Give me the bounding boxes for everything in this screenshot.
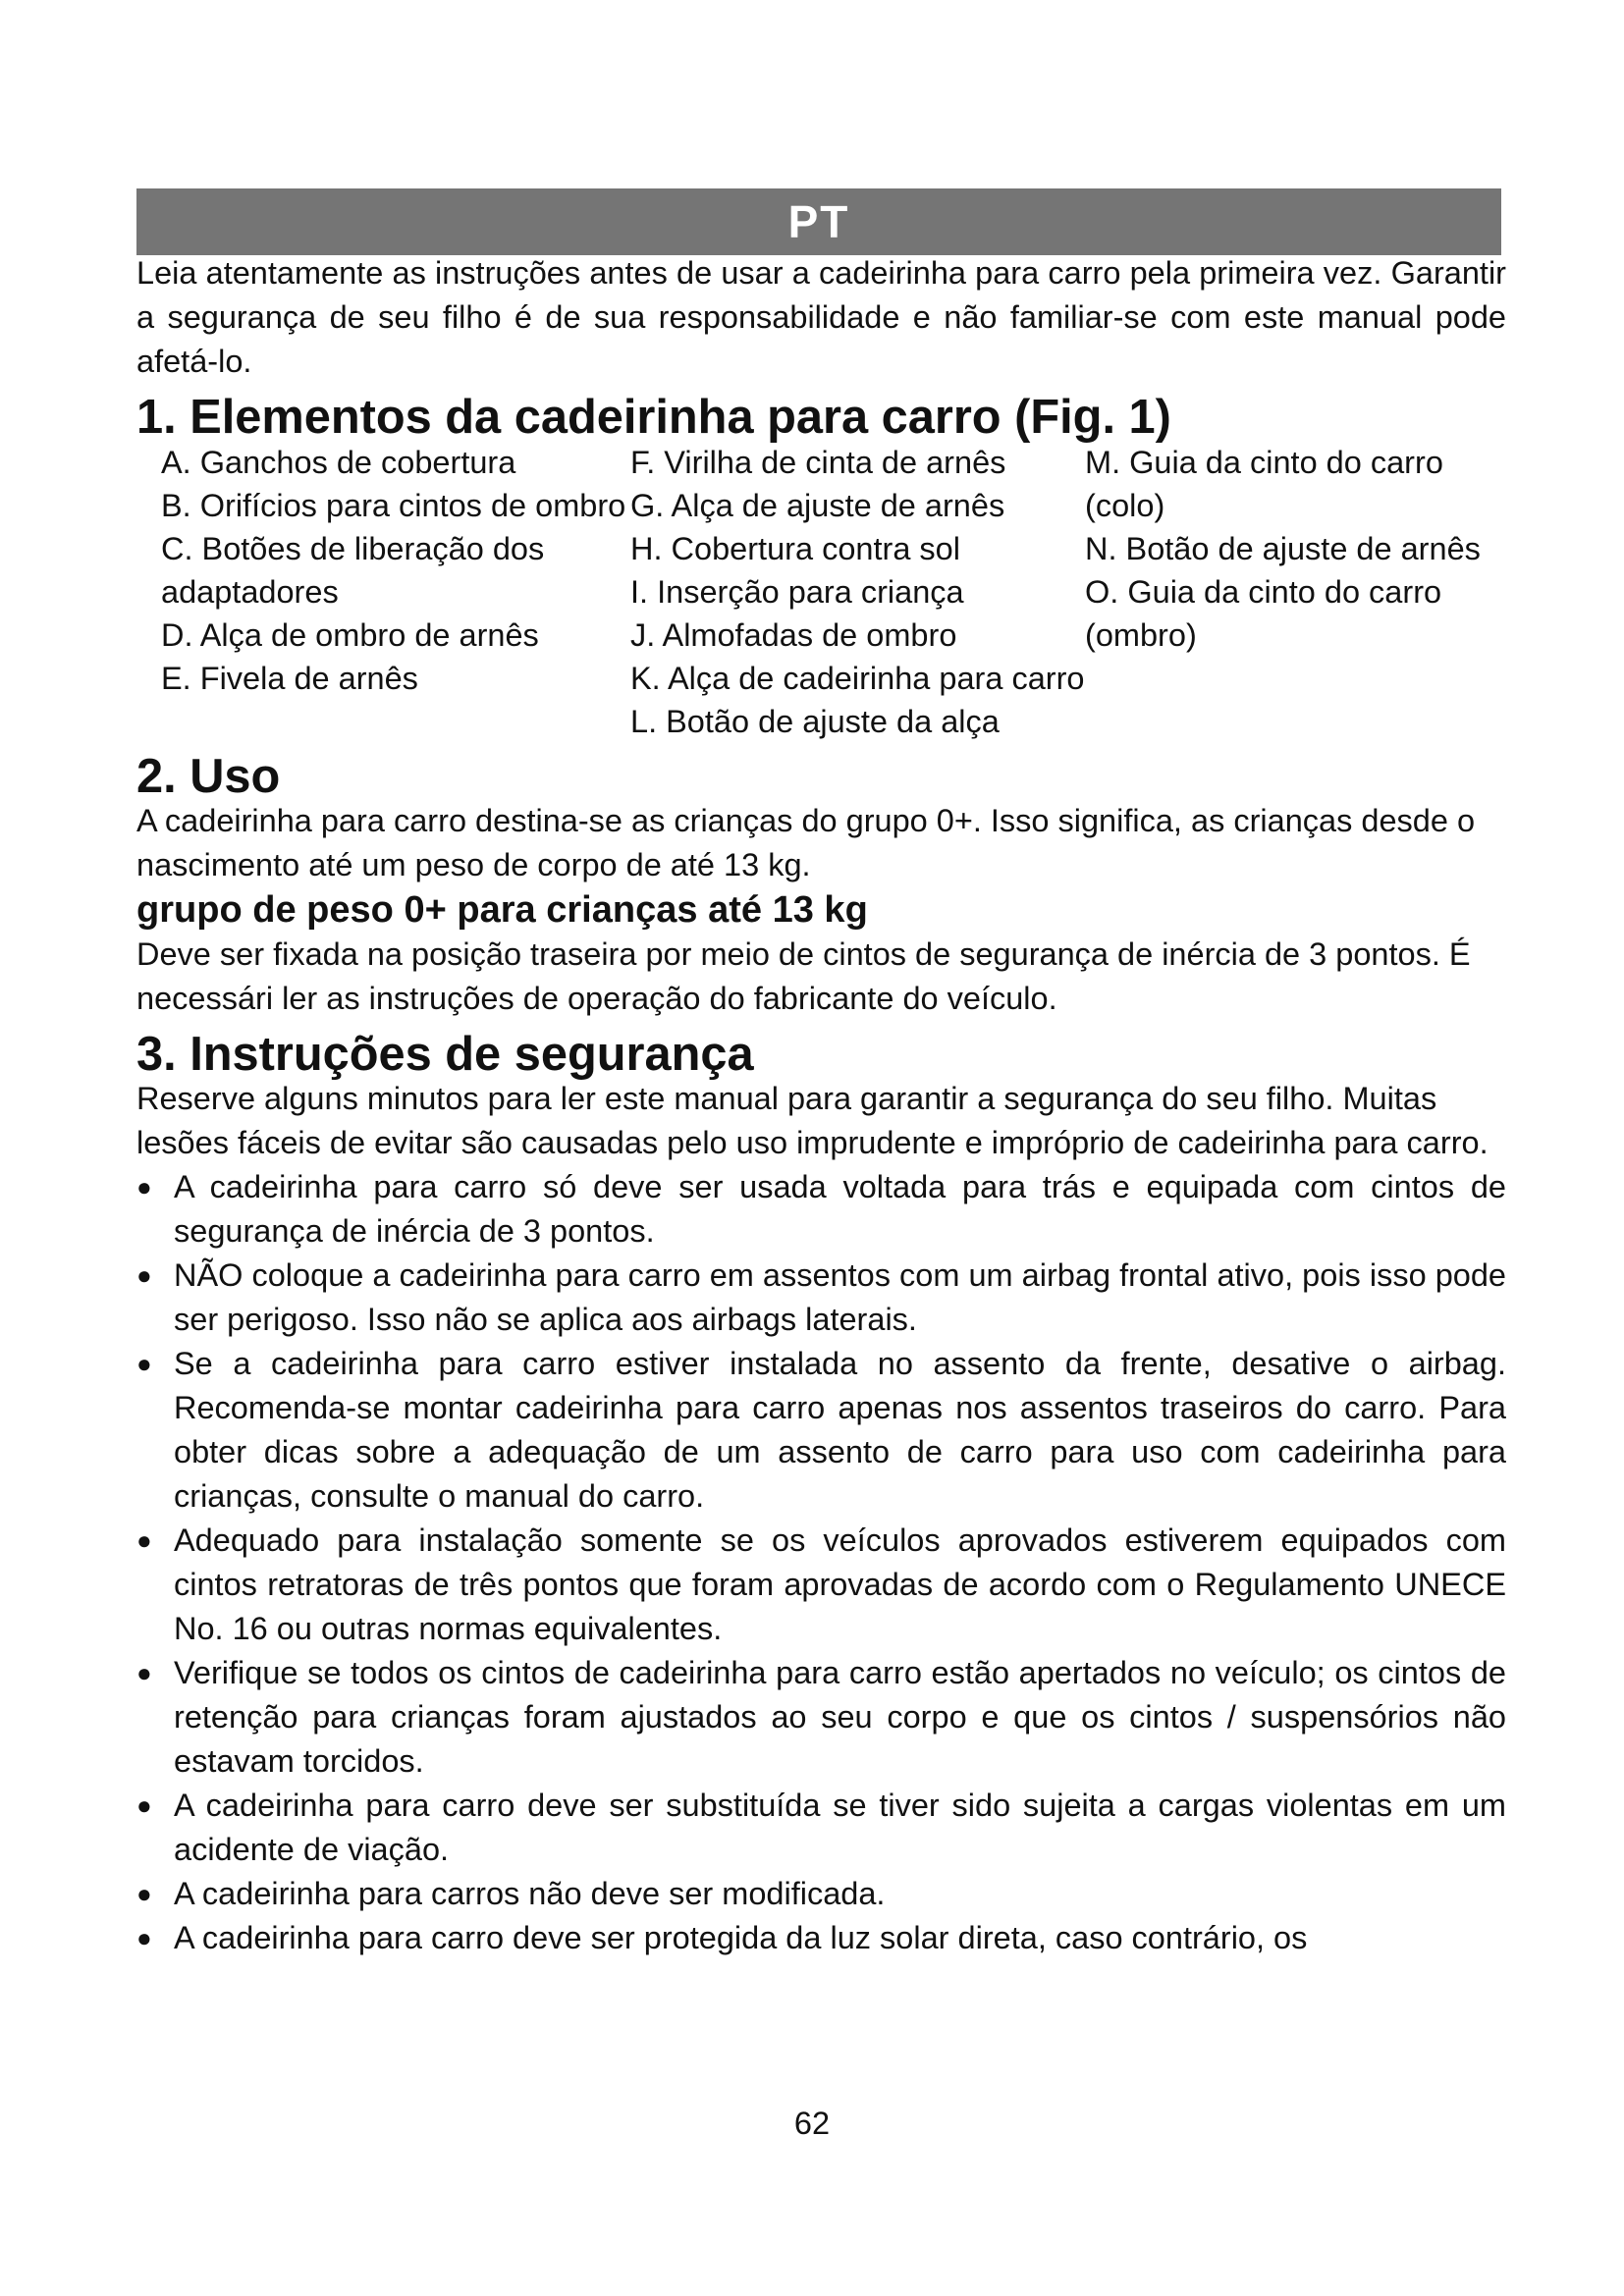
bullet-text: Adequado para instalação somente se os veículos aprovados estiverem equipados com cintos retratoras de três pontos que foram aprovadas de acordo com o Regulamento UNECE No. 16 ou outras normas equivalentes. bbox=[174, 1522, 1506, 1646]
list-item bbox=[136, 1342, 1506, 1519]
bullet-icon: ● bbox=[136, 1879, 152, 1908]
bullet-icon: ● bbox=[136, 1349, 152, 1378]
page-number: 62 bbox=[793, 2106, 831, 2141]
bullet-text: Se a cadeirinha para carro estiver instalada no assento da frente, desative o airbag. Recomenda-se montar cadeirinha para carro apenas nos assentos traseiros do carro. Para obter dicas sobre a adequação de um assento de carro para uso com cadeirinha para crianças, consulte o manual do carro. bbox=[174, 1346, 1506, 1514]
bullet-icon: ● bbox=[136, 1260, 152, 1290]
language-header-bar bbox=[136, 188, 1501, 255]
element-item: N. Botão de ajuste de arnês bbox=[1085, 531, 1481, 566]
element-item: L. Botão de ajuste da alça bbox=[630, 704, 1000, 739]
element-item: F. Virilha de cinta de arnês bbox=[630, 445, 1006, 480]
element-item: B. Orifícios para cintos de ombro bbox=[161, 488, 626, 523]
elements-column-2 bbox=[630, 441, 1085, 743]
weight-group-heading: grupo de peso 0+ para crianças até 13 kg bbox=[136, 889, 868, 931]
bullet-text: A cadeirinha para carro só deve ser usada voltada para trás e equipada com cintos de segurança de inércia de 3 pontos. bbox=[174, 1169, 1506, 1249]
element-item: H. Cobertura contra sol bbox=[630, 531, 960, 566]
list-item bbox=[136, 1916, 1506, 1960]
weight-group-paragraph: Deve ser fixada na posição traseira por meio de cintos de segurança de inércia de 3 pontos. É necessári ler as instruções de operação do fabricante do veículo. bbox=[136, 936, 1471, 1016]
list-item bbox=[136, 1872, 1506, 1916]
list-item bbox=[136, 1165, 1506, 1254]
element-item: K. Alça de cadeirinha para carro bbox=[630, 661, 1085, 696]
bullet-icon: ● bbox=[136, 1923, 152, 1952]
safety-intro-paragraph: Reserve alguns minutos para ler este manual para garantir a segurança do seu filho. Muitas lesões fáceis de evitar são causadas pelo uso imprudente e impróprio de cadeirinha para carro. bbox=[136, 1081, 1489, 1160]
bullet-text: NÃO coloque a cadeirinha para carro em assentos com um airbag frontal ativo, pois isso pode ser perigoso. Isso não se aplica aos airbags laterais. bbox=[174, 1257, 1506, 1337]
bullet-icon: ● bbox=[136, 1658, 152, 1687]
safety-bullet-list bbox=[136, 1165, 1506, 1960]
list-item bbox=[136, 1519, 1506, 1651]
element-item: D. Alça de ombro de arnês bbox=[161, 617, 539, 653]
element-item: E. Fivela de arnês bbox=[161, 661, 418, 696]
list-item bbox=[136, 1784, 1506, 1872]
elements-column-1 bbox=[161, 441, 630, 743]
intro-paragraph: Leia atentamente as instruções antes de usar a cadeirinha para carro pela primeira vez. Garantir a segurança de seu filho é de sua responsabilidade e não familiar-se com este manual pode afetá-lo. bbox=[136, 255, 1506, 379]
elements-column-3 bbox=[1085, 441, 1497, 743]
element-item: A. Ganchos de cobertura bbox=[161, 445, 516, 480]
section-3-heading: 3. Instruções de segurança bbox=[136, 1028, 754, 1081]
bullet-text: Verifique se todos os cintos de cadeirinha para carro estão apertados no veículo; os cintos de retenção para crianças foram ajustados ao seu corpo e que os cintos / suspensórios não estavam torcidos. bbox=[174, 1655, 1506, 1779]
element-item: G. Alça de ajuste de arnês bbox=[630, 488, 1005, 523]
bullet-icon: ● bbox=[136, 1172, 152, 1201]
bullet-text: A cadeirinha para carro deve ser substituída se tiver sido sujeita a cargas violentas em um acidente de viação. bbox=[174, 1788, 1506, 1867]
page-content bbox=[136, 251, 1506, 1960]
element-item: O. Guia da cinto do carro (ombro) bbox=[1085, 574, 1442, 653]
section-1-heading: 1. Elementos da cadeirinha para carro (Fig. 1) bbox=[136, 391, 1171, 444]
list-item bbox=[136, 1651, 1506, 1784]
section-2-heading: 2. Uso bbox=[136, 750, 281, 803]
bullet-icon: ● bbox=[136, 1525, 152, 1555]
element-item: J. Almofadas de ombro bbox=[630, 617, 957, 653]
element-item: I. Inserção para criança bbox=[630, 574, 964, 610]
elements-list bbox=[136, 441, 1506, 743]
usage-paragraph: A cadeirinha para carro destina-se as crianças do grupo 0+. Isso significa, as crianças desde o nascimento até um peso de corpo de até 13 kg. bbox=[136, 803, 1476, 882]
bullet-icon: ● bbox=[136, 1790, 152, 1820]
language-label: PT bbox=[787, 196, 850, 247]
element-item: C. Botões de liberação dos adaptadores bbox=[161, 531, 545, 610]
list-item bbox=[136, 1254, 1506, 1342]
element-item: M. Guia da cinto do carro (colo) bbox=[1085, 445, 1443, 523]
bullet-text: A cadeirinha para carros não deve ser modificada. bbox=[174, 1876, 886, 1911]
bullet-text: A cadeirinha para carro deve ser protegida da luz solar direta, caso contrário, os bbox=[174, 1920, 1308, 1955]
